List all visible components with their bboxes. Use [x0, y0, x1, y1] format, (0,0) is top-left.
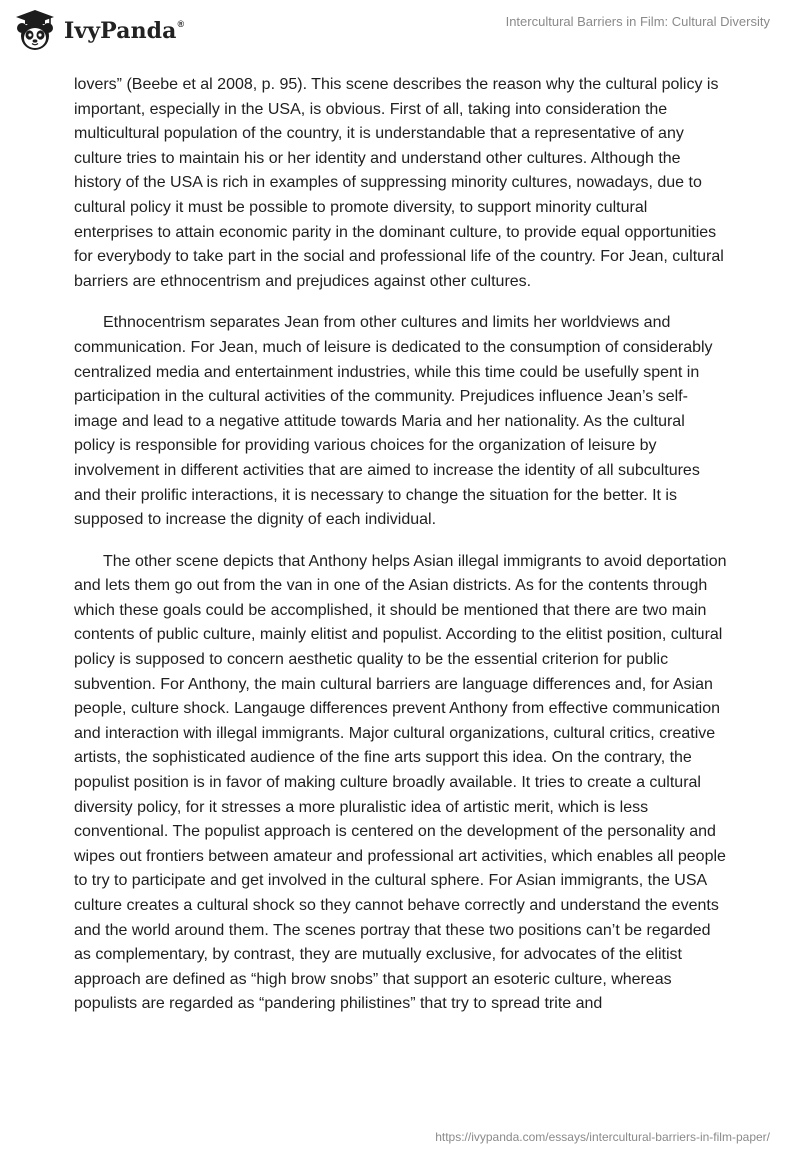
page-header: [0, 0, 800, 62]
paragraph: lovers” (Beebe et al 2008, p. 95). This scene describes the reason why the cultural policy is important, especially in the USA, is obvious. First of all, taking into consideration the multicultural population of the country, it is understandable that a representative of any culture tries to maintain his or her identity and understand other cultures. Although the history of the USA is rich in examples of suppressing minority cultures, nowadays, due to cultural policy it must be possible to promote diversity, to support minority cultural enterprises to attain economic parity in the dominant culture, to provide equal opportunities for everybody to take part in the social and professional life of the country. For Jean, cultural barriers are ethnocentrism and prejudices against other cultures.: [74, 76, 724, 290]
essay-body: [74, 73, 728, 1017]
brand-name: IvyPanda®: [64, 18, 185, 44]
document-title: Intercultural Barriers in Film: Cultural Diversity: [505, 14, 770, 29]
paragraph: The other scene depicts that Anthony helps Asian illegal immigrants to avoid deportation and lets them go out from the van in one of the Asian districts. As for the contents through which these goals could be accomplished, it should be mentioned that there are two main contents of public culture, mainly elitist and populist. According to the elitist position, cultural policy is supposed to concern aesthetic quality to be the essential criterion for public subvention. For Anthony, the main cultural barriers are language differences and, for Asian people, culture shock. Langauge differences prevent Anthony from effective communication and interaction with illegal immigrants. Major cultural organizations, cultural critics, creative artists, the sophisticated audience of the fine arts support this idea. On the contrary, the populist position is in favor of making culture broadly available. It tries to create a cultural diversity policy, for it stresses a more pluralistic idea of artistic merit, which is less conventional. The populist approach is centered on the development of the personality and wipes out frontiers between amateur and professional art activities, which enables all people to try to participate and get involved in the cultural sphere. For Asian immigrants, the USA culture creates a cultural shock so they cannot behave correctly and understand the events and the world around them. The scenes portray that these two positions can’t be regarded as complementary, by contrast, they are mutually exclusive, for advocates of the elitist approach are defined as “high brow snobs” that support an esoteric culture, whereas populists are regarded as “pandering philistines” that try to spread trite and: [74, 552, 727, 1013]
panda-graduate-icon: [13, 8, 57, 52]
paragraph: Ethnocentrism separates Jean from other cultures and limits her worldviews and communication. For Jean, much of leisure is dedicated to the consumption of considerably centralized media and entertainment industries, while this time could be usefully spent in participation in the cultural activities of the community. Prejudices influence Jean’s self-image and lead to a negative attitude towards Maria and her nationality. As the cultural policy is responsible for providing various choices for the organization of leisure by involvement in different activities that are aimed to increase the identity of all subcultures and their prolific interactions, it is necessary to change the situation for the better. It is supposed to increase the dignity of each individual.: [74, 314, 713, 529]
brand-logo[interactable]: [13, 8, 184, 52]
source-url[interactable]: https://ivypanda.com/essays/intercultural-barriers-in-film-paper/: [435, 1130, 770, 1144]
